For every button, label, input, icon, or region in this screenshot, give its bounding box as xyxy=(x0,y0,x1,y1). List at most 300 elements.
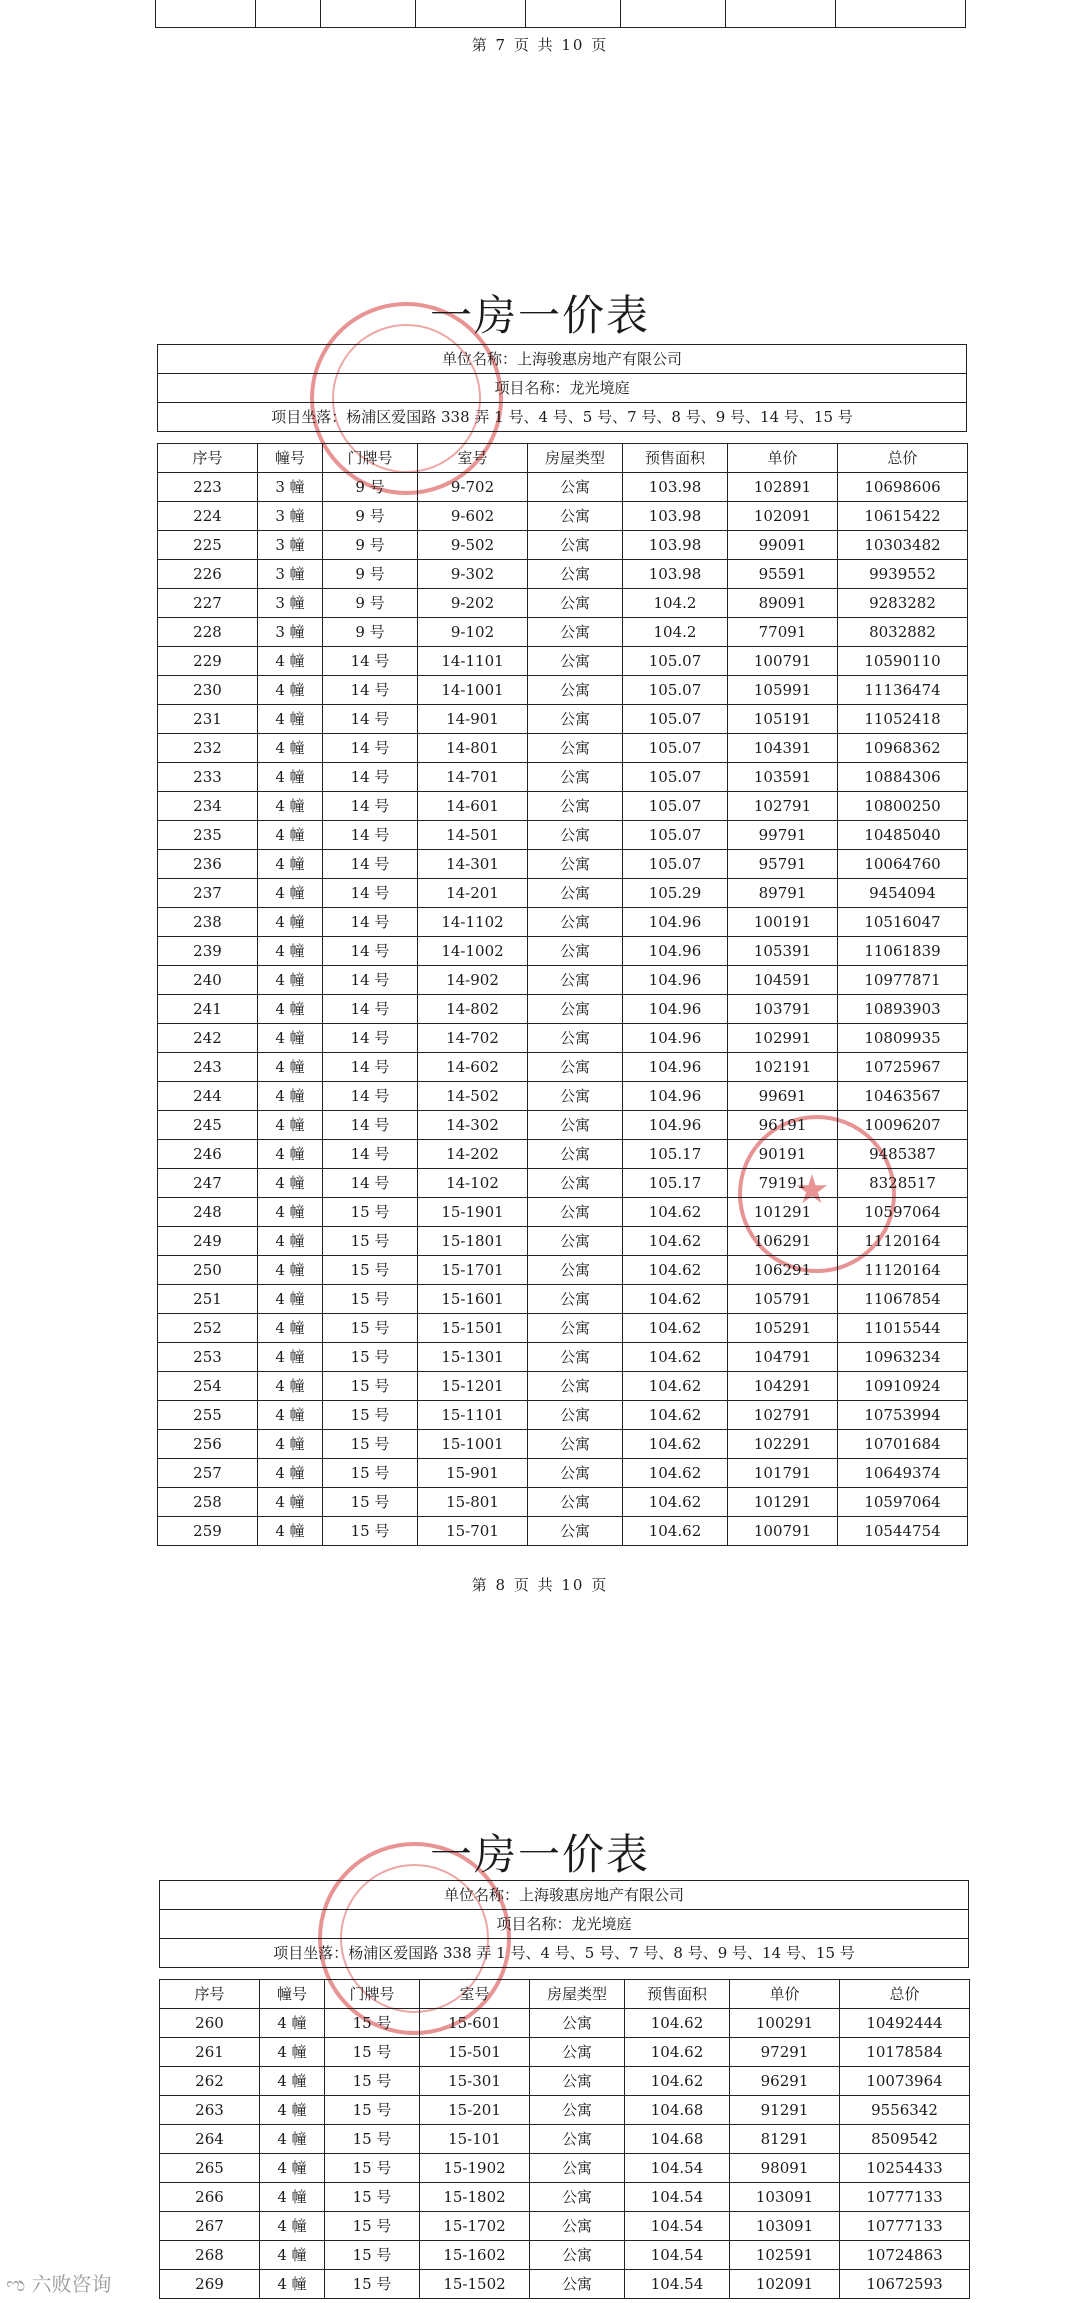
table-cell: 3 幢 xyxy=(258,618,323,647)
table-cell: 11061839 xyxy=(838,937,968,966)
sheet2-price-table xyxy=(159,1979,970,2299)
table-cell: 4 幢 xyxy=(258,1111,323,1140)
table-cell: 公寓 xyxy=(530,2038,625,2067)
table-cell: 公寓 xyxy=(528,1372,623,1401)
column-header: 幢号 xyxy=(260,1980,325,2009)
table-cell: 10725967 xyxy=(838,1053,968,1082)
column-header: 序号 xyxy=(158,444,258,473)
table-cell: 9 号 xyxy=(323,560,418,589)
table-cell: 公寓 xyxy=(528,1343,623,1372)
table-cell: 公寓 xyxy=(530,2125,625,2154)
table-cell: 254 xyxy=(158,1372,258,1401)
table-cell: 10977871 xyxy=(838,966,968,995)
table-cell: 4 幢 xyxy=(258,1459,323,1488)
table-cell: 105.07 xyxy=(623,850,728,879)
table-cell: 105391 xyxy=(728,937,838,966)
table-cell: 104391 xyxy=(728,734,838,763)
table-cell: 14 号 xyxy=(323,879,418,908)
table-cell: 14-702 xyxy=(418,1024,528,1053)
table-cell: 14-1101 xyxy=(418,647,528,676)
table-cell: 240 xyxy=(158,966,258,995)
page7-footer: 第 7 页 共 10 页 xyxy=(471,36,609,54)
table-cell: 4 幢 xyxy=(258,821,323,850)
table-cell: 4 幢 xyxy=(258,908,323,937)
table-cell: 81291 xyxy=(730,2125,840,2154)
table-cell: 15 号 xyxy=(323,1488,418,1517)
table-cell: 10777133 xyxy=(840,2212,970,2241)
table-cell: 14 号 xyxy=(323,1169,418,1198)
table-cell: 104.62 xyxy=(623,1401,728,1430)
table-cell: 227 xyxy=(158,589,258,618)
table-row xyxy=(160,2212,970,2241)
table-cell: 10698606 xyxy=(838,473,968,502)
table-cell: 89791 xyxy=(728,879,838,908)
sheet1-footer: 第 8 页 共 10 页 xyxy=(471,1576,609,1594)
table-cell: 259 xyxy=(158,1517,258,1546)
table-cell: 105291 xyxy=(728,1314,838,1343)
table-cell: 公寓 xyxy=(528,589,623,618)
table-cell: 公寓 xyxy=(530,2009,625,2038)
table-cell: 10968362 xyxy=(838,734,968,763)
table-cell: 104.62 xyxy=(623,1517,728,1546)
table-cell: 公寓 xyxy=(528,502,623,531)
column-header: 门牌号 xyxy=(323,444,418,473)
table-cell: 15-901 xyxy=(418,1459,528,1488)
table-cell: 251 xyxy=(158,1285,258,1314)
table-cell: 256 xyxy=(158,1430,258,1459)
table-cell: 104.62 xyxy=(623,1372,728,1401)
table-cell: 14 号 xyxy=(323,705,418,734)
table-cell: 公寓 xyxy=(528,1140,623,1169)
table-cell: 4 幢 xyxy=(258,937,323,966)
table-cell: 104.54 xyxy=(625,2270,730,2299)
table-cell: 3 幢 xyxy=(258,531,323,560)
table-cell: 14-701 xyxy=(418,763,528,792)
table-cell: 15-1602 xyxy=(420,2241,530,2270)
table-cell: 9556342 xyxy=(840,2096,970,2125)
table-cell: 4 幢 xyxy=(258,1372,323,1401)
table-cell: 11120164 xyxy=(838,1256,968,1285)
table-cell: 15-1701 xyxy=(418,1256,528,1285)
table-cell: 102091 xyxy=(730,2270,840,2299)
table-cell: 4 幢 xyxy=(258,1227,323,1256)
table-cell: 258 xyxy=(158,1488,258,1517)
table-cell: 102291 xyxy=(728,1430,838,1459)
table-row xyxy=(158,1082,968,1111)
table-cell: 4 幢 xyxy=(258,1285,323,1314)
table-cell: 102591 xyxy=(730,2241,840,2270)
table-cell: 10809935 xyxy=(838,1024,968,1053)
table-cell: 104.96 xyxy=(623,995,728,1024)
table-row xyxy=(158,647,968,676)
table-cell: 14 号 xyxy=(323,1111,418,1140)
table-cell: 4 幢 xyxy=(258,966,323,995)
table-cell: 10893903 xyxy=(838,995,968,1024)
column-header: 总价 xyxy=(840,1980,970,2009)
table-row xyxy=(158,850,968,879)
table-cell: 公寓 xyxy=(530,2067,625,2096)
table-cell: 公寓 xyxy=(528,821,623,850)
table-cell: 15 号 xyxy=(325,2067,420,2096)
table-cell: 14 号 xyxy=(323,966,418,995)
table-cell: 公寓 xyxy=(528,1082,623,1111)
unit-name: 单位名称：上海骏惠房地产有限公司 xyxy=(158,345,967,374)
table-cell: 15 号 xyxy=(325,2125,420,2154)
table-cell: 242 xyxy=(158,1024,258,1053)
sheet1-info xyxy=(157,344,967,432)
table-cell: 4 幢 xyxy=(258,1169,323,1198)
table-row xyxy=(160,2154,970,2183)
table-cell: 4 幢 xyxy=(260,2009,325,2038)
table-cell: 104.96 xyxy=(623,966,728,995)
table-cell: 238 xyxy=(158,908,258,937)
sheet1-price-table xyxy=(157,443,968,1546)
table-cell: 9454094 xyxy=(838,879,968,908)
table-cell: 3 幢 xyxy=(258,502,323,531)
table-cell: 公寓 xyxy=(528,966,623,995)
table-cell: 15 号 xyxy=(323,1517,418,1546)
table-row xyxy=(158,1459,968,1488)
table-cell: 10096207 xyxy=(838,1111,968,1140)
table-row xyxy=(158,1140,968,1169)
table-cell: 4 幢 xyxy=(258,676,323,705)
table-cell: 104.62 xyxy=(625,2038,730,2067)
table-cell: 10492444 xyxy=(840,2009,970,2038)
table-cell: 3 幢 xyxy=(258,589,323,618)
table-cell: 239 xyxy=(158,937,258,966)
table-cell: 公寓 xyxy=(528,676,623,705)
column-header: 幢号 xyxy=(258,444,323,473)
table-cell: 15 号 xyxy=(323,1198,418,1227)
watermark-text: 六败咨询 xyxy=(31,2272,112,2296)
table-cell: 15-1801 xyxy=(418,1227,528,1256)
table-cell: 104.62 xyxy=(623,1256,728,1285)
table-cell: 105991 xyxy=(728,676,838,705)
column-header: 预售面积 xyxy=(623,444,728,473)
table-cell: 103.98 xyxy=(623,502,728,531)
table-cell: 9485387 xyxy=(838,1140,968,1169)
table-cell: 10303482 xyxy=(838,531,968,560)
table-cell: 233 xyxy=(158,763,258,792)
table-cell: 公寓 xyxy=(528,1256,623,1285)
table-cell: 4 幢 xyxy=(260,2038,325,2067)
sheet2-title: 一房一价表 xyxy=(429,1830,650,1879)
table-cell: 15 号 xyxy=(325,2183,420,2212)
table-cell: 243 xyxy=(158,1053,258,1082)
table-cell: 14 号 xyxy=(323,1082,418,1111)
table-cell: 224 xyxy=(158,502,258,531)
table-row xyxy=(158,1169,968,1198)
table-row xyxy=(158,1430,968,1459)
table-cell: 265 xyxy=(160,2154,260,2183)
table-cell: 100791 xyxy=(728,647,838,676)
table-row xyxy=(158,589,968,618)
table-cell: 103.98 xyxy=(623,560,728,589)
table-row xyxy=(158,1053,968,1082)
table-cell: 10597064 xyxy=(838,1198,968,1227)
column-header: 门牌号 xyxy=(325,1980,420,2009)
table-cell: 9 号 xyxy=(323,531,418,560)
table-cell: 14 号 xyxy=(323,908,418,937)
table-cell: 14-801 xyxy=(418,734,528,763)
table-cell: 261 xyxy=(160,2038,260,2067)
table-cell: 99791 xyxy=(728,821,838,850)
table-cell: 14 号 xyxy=(323,647,418,676)
table-cell: 104591 xyxy=(728,966,838,995)
table-cell: 104.96 xyxy=(623,1024,728,1053)
table-row xyxy=(158,1198,968,1227)
table-row xyxy=(160,2270,970,2299)
table-cell: 4 幢 xyxy=(260,2067,325,2096)
table-cell: 公寓 xyxy=(528,531,623,560)
table-row xyxy=(158,1227,968,1256)
table-cell: 15 号 xyxy=(325,2038,420,2067)
table-cell: 4 幢 xyxy=(258,705,323,734)
table-cell: 3 幢 xyxy=(258,560,323,589)
table-row xyxy=(158,502,968,531)
project-location: 项目坐落：杨浦区爱国路 338 弄 1 号、4 号、5 号、7 号、8 号、9 号、14 号、15 号 xyxy=(158,403,967,432)
table-cell: 104.2 xyxy=(623,589,728,618)
table-cell: 89091 xyxy=(728,589,838,618)
table-cell: 4 幢 xyxy=(258,763,323,792)
table-cell: 10884306 xyxy=(838,763,968,792)
table-cell: 263 xyxy=(160,2096,260,2125)
table-cell: 15-1902 xyxy=(420,2154,530,2183)
table-cell: 公寓 xyxy=(528,560,623,589)
table-cell: 4 幢 xyxy=(258,879,323,908)
table-cell: 公寓 xyxy=(528,879,623,908)
table-cell: 234 xyxy=(158,792,258,821)
table-cell: 104.54 xyxy=(625,2183,730,2212)
table-cell: 14-1102 xyxy=(418,908,528,937)
table-cell: 15 号 xyxy=(325,2241,420,2270)
table-cell: 公寓 xyxy=(528,937,623,966)
table-cell: 103591 xyxy=(728,763,838,792)
table-cell: 4 幢 xyxy=(260,2183,325,2212)
table-cell: 14 号 xyxy=(323,676,418,705)
table-row xyxy=(158,1517,968,1546)
table-cell: 15-701 xyxy=(418,1517,528,1546)
table-row xyxy=(158,1285,968,1314)
table-cell: 105.07 xyxy=(623,676,728,705)
table-cell: 105191 xyxy=(728,705,838,734)
header-row xyxy=(158,444,968,473)
table-row xyxy=(158,734,968,763)
table-cell: 15-501 xyxy=(420,2038,530,2067)
table-cell: 9283282 xyxy=(838,589,968,618)
table-cell: 14 号 xyxy=(323,995,418,1024)
table-row xyxy=(158,560,968,589)
table-cell: 14 号 xyxy=(323,937,418,966)
table-cell: 244 xyxy=(158,1082,258,1111)
table-cell: 226 xyxy=(158,560,258,589)
table-cell: 4 幢 xyxy=(258,1401,323,1430)
table-cell: 105.07 xyxy=(623,821,728,850)
table-cell: 11052418 xyxy=(838,705,968,734)
table-cell: 14-202 xyxy=(418,1140,528,1169)
table-cell: 103091 xyxy=(730,2212,840,2241)
table-cell: 10073964 xyxy=(840,2067,970,2096)
table-cell: 15 号 xyxy=(323,1343,418,1372)
table-cell: 4 幢 xyxy=(258,1488,323,1517)
table-cell: 8032882 xyxy=(838,618,968,647)
table-cell: 14-902 xyxy=(418,966,528,995)
table-cell: 9 号 xyxy=(323,589,418,618)
table-row xyxy=(158,1024,968,1053)
table-cell: 98091 xyxy=(730,2154,840,2183)
unit-name: 单位名称：上海骏惠房地产有限公司 xyxy=(160,1881,969,1910)
table-cell: 14 号 xyxy=(323,1024,418,1053)
table-cell: 230 xyxy=(158,676,258,705)
table-row xyxy=(158,676,968,705)
table-cell: 15-1601 xyxy=(418,1285,528,1314)
table-cell: 10590110 xyxy=(838,647,968,676)
table-cell: 79191 xyxy=(728,1169,838,1198)
table-cell: 10777133 xyxy=(840,2183,970,2212)
table-cell: 232 xyxy=(158,734,258,763)
table-cell: 104.62 xyxy=(623,1285,728,1314)
table-cell: 268 xyxy=(160,2241,260,2270)
table-cell: 101791 xyxy=(728,1459,838,1488)
table-row xyxy=(158,763,968,792)
table-cell: 4 幢 xyxy=(258,1343,323,1372)
table-cell: 9-702 xyxy=(418,473,528,502)
table-cell: 公寓 xyxy=(530,2212,625,2241)
table-cell: 104.62 xyxy=(625,2009,730,2038)
table-cell: 15-801 xyxy=(418,1488,528,1517)
column-header: 室号 xyxy=(420,1980,530,2009)
table-cell: 100291 xyxy=(730,2009,840,2038)
table-row xyxy=(158,1488,968,1517)
official-seal: ★ xyxy=(738,1115,896,1273)
table-cell: 104.62 xyxy=(623,1430,728,1459)
column-header: 单价 xyxy=(730,1980,840,2009)
table-cell: 15 号 xyxy=(325,2096,420,2125)
table-cell: 8509542 xyxy=(840,2125,970,2154)
column-header: 房屋类型 xyxy=(528,444,623,473)
table-cell: 102891 xyxy=(728,473,838,502)
table-cell: 105.07 xyxy=(623,734,728,763)
table-cell: 15-1501 xyxy=(418,1314,528,1343)
table-cell: 104.62 xyxy=(623,1343,728,1372)
table-cell: 104.96 xyxy=(623,1053,728,1082)
table-row xyxy=(160,2096,970,2125)
table-cell: 15 号 xyxy=(323,1227,418,1256)
table-row xyxy=(158,1314,968,1343)
table-cell: 14 号 xyxy=(323,850,418,879)
table-cell: 11136474 xyxy=(838,676,968,705)
table-cell: 77091 xyxy=(728,618,838,647)
column-header: 房屋类型 xyxy=(530,1980,625,2009)
table-cell: 103091 xyxy=(730,2183,840,2212)
table-cell: 10753994 xyxy=(838,1401,968,1430)
table-cell: 266 xyxy=(160,2183,260,2212)
table-cell: 公寓 xyxy=(528,1517,623,1546)
table-cell: 4 幢 xyxy=(258,1256,323,1285)
table-cell: 11015544 xyxy=(838,1314,968,1343)
table-cell: 10485040 xyxy=(838,821,968,850)
table-cell: 14 号 xyxy=(323,1140,418,1169)
table-cell: 10064760 xyxy=(838,850,968,879)
table-cell: 104.62 xyxy=(623,1459,728,1488)
table-cell: 15-1802 xyxy=(420,2183,530,2212)
table-cell: 15 号 xyxy=(325,2270,420,2299)
table-cell: 267 xyxy=(160,2212,260,2241)
project-location: 项目坐落：杨浦区爱国路 338 弄 1 号、4 号、5 号、7 号、8 号、9 号、14 号、15 号 xyxy=(160,1939,969,1968)
table-cell: 236 xyxy=(158,850,258,879)
table-cell: 237 xyxy=(158,879,258,908)
table-cell: 4 幢 xyxy=(258,647,323,676)
table-cell: 105.17 xyxy=(623,1169,728,1198)
table-cell: 15 号 xyxy=(325,2212,420,2241)
table-cell: 公寓 xyxy=(528,618,623,647)
table-cell: 105791 xyxy=(728,1285,838,1314)
table-cell: 248 xyxy=(158,1198,258,1227)
table-cell: 9-102 xyxy=(418,618,528,647)
table-cell: 14-502 xyxy=(418,1082,528,1111)
table-row xyxy=(160,2009,970,2038)
table-row xyxy=(160,2038,970,2067)
table-row xyxy=(158,821,968,850)
table-cell: 102791 xyxy=(728,1401,838,1430)
table-cell: 104.62 xyxy=(623,1314,728,1343)
table-cell: 14-1002 xyxy=(418,937,528,966)
table-cell: 公寓 xyxy=(528,647,623,676)
table-cell: 14-601 xyxy=(418,792,528,821)
table-row xyxy=(158,1401,968,1430)
table-cell: 10544754 xyxy=(838,1517,968,1546)
table-cell: 10649374 xyxy=(838,1459,968,1488)
table-cell: 公寓 xyxy=(528,995,623,1024)
table-cell: 105.07 xyxy=(623,792,728,821)
table-cell: 公寓 xyxy=(528,705,623,734)
column-header: 预售面积 xyxy=(625,1980,730,2009)
table-cell: 229 xyxy=(158,647,258,676)
table-cell: 105.07 xyxy=(623,647,728,676)
table-cell: 104.96 xyxy=(623,937,728,966)
table-cell: 249 xyxy=(158,1227,258,1256)
table-cell: 105.07 xyxy=(623,705,728,734)
table-cell: 14-602 xyxy=(418,1053,528,1082)
table-cell: 14 号 xyxy=(323,734,418,763)
page7-table-tail xyxy=(155,0,966,28)
table-cell: 105.29 xyxy=(623,879,728,908)
table-cell: 10615422 xyxy=(838,502,968,531)
column-header: 室号 xyxy=(418,444,528,473)
table-cell: 101291 xyxy=(728,1488,838,1517)
table-cell: 10910924 xyxy=(838,1372,968,1401)
table-cell: 260 xyxy=(160,2009,260,2038)
table-cell: 104291 xyxy=(728,1372,838,1401)
table-cell: 15 号 xyxy=(323,1285,418,1314)
table-cell: 15 号 xyxy=(325,2154,420,2183)
table-row xyxy=(158,1111,968,1140)
table-cell: 公寓 xyxy=(530,2270,625,2299)
table-cell: 264 xyxy=(160,2125,260,2154)
table-cell: 公寓 xyxy=(530,2241,625,2270)
table-cell: 257 xyxy=(158,1459,258,1488)
table-cell: 4 幢 xyxy=(258,792,323,821)
table-cell: 15 号 xyxy=(323,1401,418,1430)
table-row xyxy=(158,966,968,995)
table-cell: 公寓 xyxy=(528,1227,623,1256)
table-cell: 105.17 xyxy=(623,1140,728,1169)
project-name: 项目名称：龙光境庭 xyxy=(160,1910,969,1939)
table-row xyxy=(158,473,968,502)
table-cell: 公寓 xyxy=(528,1053,623,1082)
table-cell: 255 xyxy=(158,1401,258,1430)
table-cell: 104.62 xyxy=(623,1227,728,1256)
